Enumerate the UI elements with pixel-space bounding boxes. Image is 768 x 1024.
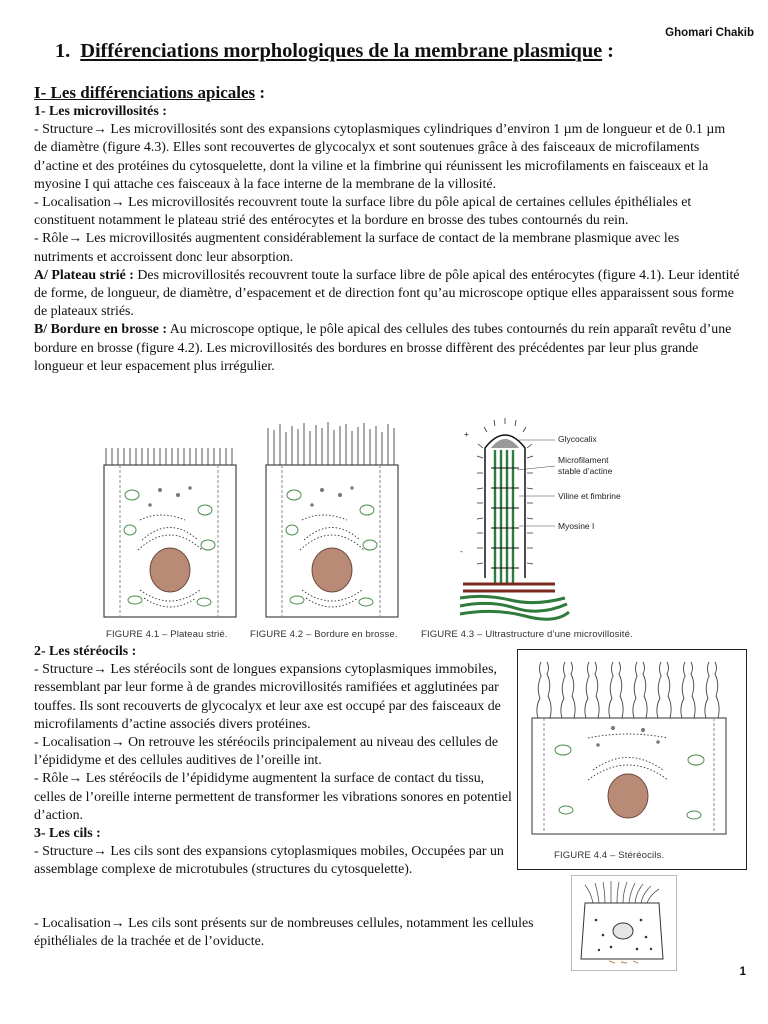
nucleus xyxy=(312,548,352,592)
structure-label: - Structure xyxy=(34,662,94,678)
vesicles xyxy=(596,726,659,747)
paragraph xyxy=(34,121,740,194)
page-title xyxy=(55,40,614,63)
microvillus-membrane xyxy=(485,435,525,578)
paragraph xyxy=(34,194,740,230)
paragraph xyxy=(34,734,512,770)
subsection-heading: 2- Les stéréocils : xyxy=(34,644,137,659)
localisation-text: On retrouve les stéréocils principalement au niveau des cellules de l’épididyme et des cellules auditives de l’oreille int. xyxy=(34,735,499,769)
structure-text: Les cils sont des expansions cytoplasmiques mobiles, Occupées par un assemblage complexe de microtubules (structures du cytosquelette). xyxy=(34,844,504,878)
minus-sign: - xyxy=(460,546,463,556)
role-text: Les microvillosités augmentent considérablement la surface de contact de la membrane plasmique avec les nutriments et accroissent donc leur absorption. xyxy=(34,231,680,265)
structure-label: - Structure xyxy=(34,122,94,138)
paragraph xyxy=(34,661,512,734)
arrow-icon: → xyxy=(93,662,107,678)
basal-marks xyxy=(609,961,638,963)
arrow-icon: → xyxy=(68,231,83,247)
role-label: - Rôle xyxy=(34,231,69,247)
plus-sign: + xyxy=(464,429,469,439)
figure-ultrastructure-microvillosite xyxy=(455,418,675,623)
caption-fig42: FIGURE 4.2 – Bordure en brosse. xyxy=(250,629,398,640)
role-label: - Rôle xyxy=(34,771,69,787)
microvillosites-section xyxy=(34,103,740,376)
terminal-web xyxy=(463,584,555,591)
paragraph xyxy=(34,843,512,879)
actin-bundle xyxy=(495,450,513,583)
glycocalyx-cap xyxy=(491,439,519,448)
nucleus xyxy=(150,548,190,592)
label-glycocalix: Glycocalix xyxy=(558,434,597,444)
arrow-icon: → xyxy=(110,735,125,751)
paragraph xyxy=(34,230,740,266)
caption-fig43: FIGURE 4.3 – Ultrastructure d’une microvillosité. xyxy=(421,629,633,640)
figure-bordure-en-brosse xyxy=(262,420,402,620)
stereocils-section xyxy=(34,643,512,880)
bordure-text: Au microscope optique, le pôle apical des cellules des tubes contournés du rein apparaît revêtu d’une bordure en brosse (figure 4.2). Les microvillosités des bordures en brosse diffèrent des précédentes par leur plus grande longueur et leur espacement plus irrégulier. xyxy=(34,322,732,374)
nucleus xyxy=(613,923,633,939)
localisation-text: Les microvillosités recouvrent toute la surface libre du pôle apical de certaines cellules épithéliales et constituent notamment le plateau strié des entérocytes et la bordure en brosse des tubes contournés du rein. xyxy=(34,195,692,229)
title-suffix: : xyxy=(602,40,614,62)
arrow-icon: → xyxy=(93,844,107,860)
section-heading-text: I- Les différenciations apicales xyxy=(34,83,256,102)
localisation-label: - Localisation xyxy=(34,916,111,931)
endoplasmic-reticulum xyxy=(588,734,668,780)
role-text: Les stéréocils de l’épididyme augmentent la surface de contact du tissu, celles de l’oreille interne permettent de transformer les vibrations sonores en potentiel d’action. xyxy=(34,771,512,823)
bordure-label: B/ Bordure en brosse : xyxy=(34,322,167,338)
subsection-heading: 3- Les cils : xyxy=(34,826,101,842)
plateau-text: Des microvillosités recouvrent toute la surface libre de pôle apical des entérocytes (figure 4.1). Leur identité de forme, de longueur, de diamètre, d’espacement et de direction font qu’au microscope optique elles apparaissent sous forme de plateaux striés. xyxy=(34,267,740,320)
caption-fig44: FIGURE 4.4 – Stéréocils. xyxy=(554,850,665,861)
title-number: 1. xyxy=(55,40,71,62)
cell-outline xyxy=(104,465,236,617)
localisation-text: Les cils sont présents sur de nombreuses cellules, notamment les cellules épithéliales de la trachée et de l’oviducte. xyxy=(34,916,534,950)
arrow-icon: → xyxy=(110,916,125,931)
microvilli xyxy=(106,448,232,465)
structure-text: Les stéréocils sont de longues expansions cytoplasmiques immobiles, ressemblant par leur forme à de grandes microvillosités ramifiées et agglutinées par touffes. Ils sont recouverts de glycocalyx et leur axe est occupé par des faisceaux de microfilaments d’actine associés divers protéines. xyxy=(34,662,501,732)
paragraph xyxy=(34,267,740,322)
nucleus xyxy=(608,774,648,818)
arrow-icon: → xyxy=(110,195,125,211)
paragraph xyxy=(34,915,564,951)
figure-plateau-strie xyxy=(100,420,240,620)
page-number: 1 xyxy=(739,966,746,978)
actin-web xyxy=(460,596,569,619)
author-name: Ghomari Chakib xyxy=(665,27,754,39)
structure-text: Les microvillosités sont des expansions cytoplasmiques cylindriques d’environ 1 µm de longueur et de 0.1 µm de diamètre (figure 4.3). Elles sont recouvertes de glycocalyx et sont soutenues grâce à des faisceaux de microfilaments d’actine et des protéines du cytosquelette, dont la viline et la fimbrine qui réunissent les microfilaments en faisceaux et la myosine I qui attache ces faisceaux à la face interne de la membrane de la villosité. xyxy=(34,122,726,192)
cell-outline xyxy=(266,465,398,617)
paragraph xyxy=(34,770,512,825)
caption-fig41: FIGURE 4.1 – Plateau strié. xyxy=(106,629,228,640)
figure-stereocils-box xyxy=(517,649,747,870)
arrow-icon: → xyxy=(68,771,83,787)
subsection-heading: 1- Les microvillosités : xyxy=(34,104,167,119)
stereocilia xyxy=(537,662,719,718)
paragraph xyxy=(34,321,740,376)
localisation-label: - Localisation xyxy=(34,195,111,211)
label-pointers xyxy=(517,440,555,526)
label-viline: Viline et fimbrine xyxy=(558,491,621,501)
cilia xyxy=(585,881,659,903)
figure-stereocils xyxy=(518,650,746,869)
localisation-label: - Localisation xyxy=(34,735,111,751)
section-heading-suffix: : xyxy=(255,83,266,102)
vesicles xyxy=(148,486,191,506)
section-heading-apicales xyxy=(34,83,265,103)
vesicles xyxy=(310,486,353,506)
plateau-label: A/ Plateau strié : xyxy=(34,267,134,283)
title-text: Différenciations morphologiques de la membrane plasmique xyxy=(80,40,603,62)
structure-label: - Structure xyxy=(34,844,94,860)
label-microfilament-2: stable d’actine xyxy=(558,466,613,476)
arrow-icon: → xyxy=(93,122,107,138)
figure-cils xyxy=(571,875,677,971)
label-microfilament-1: Microfilament xyxy=(558,455,609,465)
cils-localisation xyxy=(34,915,564,951)
microvilli xyxy=(268,422,394,465)
label-myosine: Myosine I xyxy=(558,521,595,531)
